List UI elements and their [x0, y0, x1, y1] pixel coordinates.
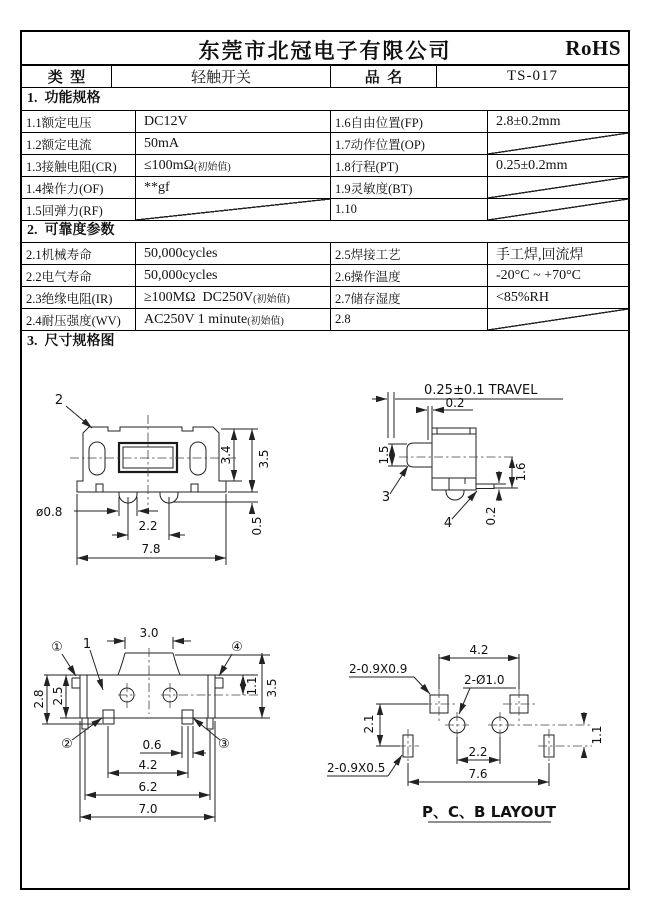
value-text: ≤100mΩ	[144, 157, 194, 173]
circled-3: ③	[218, 737, 230, 752]
pin-pitch-dim: 2.2	[138, 519, 158, 533]
leader-pad-bottom	[388, 755, 402, 776]
leader-part2	[66, 406, 92, 428]
width-70-dim: 7.0	[138, 802, 158, 816]
terminal-width-dim: 0.6	[142, 738, 162, 752]
row-label: 2.3绝缘电阻(IR)	[22, 287, 136, 308]
pad-pitch-dim: 4.2	[469, 643, 489, 657]
row-value: **gf	[136, 177, 331, 198]
row-value	[136, 309, 331, 330]
row-value: -20°C ~ +70°C	[496, 267, 582, 283]
terminal-2	[103, 710, 114, 724]
rohs-mark: RoHS	[565, 36, 621, 60]
row-label: 1.9灵敏度(BT)	[331, 177, 488, 198]
top-view-dimensions	[32, 626, 279, 816]
row-value-na	[136, 199, 331, 220]
pad-span-dim: 7.6	[468, 767, 488, 781]
button-width-dim: 3.0	[139, 626, 159, 640]
functional-spec-table	[22, 110, 628, 221]
front-view-drawing	[30, 385, 330, 570]
section3-heading: 3. 尺寸规格图	[27, 334, 115, 349]
row-value: DC12V	[136, 111, 331, 132]
leader-part3	[390, 466, 408, 494]
row-label: 2.7储存湿度	[331, 287, 488, 308]
value-note: (初始值)	[253, 294, 290, 305]
pin-length-dim: 0.5	[250, 516, 264, 536]
side-view-drawing	[350, 378, 630, 570]
type-name-row	[22, 64, 628, 88]
leader-pad-top	[414, 677, 430, 694]
table-row	[22, 265, 628, 287]
pcb-dimensions	[327, 643, 604, 821]
row-value: 手工焊,回流焊	[496, 247, 584, 263]
terminal-pitch-dim: 4.2	[138, 758, 158, 772]
row-label: 1.2额定电流	[22, 133, 136, 154]
leader-circle2	[72, 718, 102, 740]
table-row	[22, 133, 628, 155]
row-value-na	[488, 133, 628, 154]
pcb-layout-drawing	[325, 635, 633, 830]
body-width-dim: 7.8	[141, 542, 161, 556]
product-name-value: TS-017	[507, 68, 558, 84]
row-value	[136, 287, 331, 308]
leader-hole	[459, 688, 470, 714]
leader-part4	[452, 491, 477, 519]
side-view-geometry	[372, 392, 563, 519]
company-name: 东莞市北冠电子有限公司	[198, 39, 452, 63]
type-label: 类 型	[22, 66, 112, 87]
pad-top-label: 2-0.9X0.9	[349, 662, 408, 676]
height-35-dim: 3.5	[265, 678, 279, 698]
terminal-thickness-dim: 0.2	[484, 506, 498, 526]
row-label: 1.7动作位置(OP)	[331, 133, 488, 154]
travel-dim: 0.25±0.1 TRAVEL	[424, 383, 538, 398]
datasheet-page	[20, 30, 630, 890]
row-value-na	[488, 199, 628, 220]
height-28-dim: 2.8	[32, 689, 46, 709]
reliability-table	[22, 242, 628, 331]
front-view-geometry	[66, 406, 258, 565]
row-value: <85%RH	[496, 289, 550, 305]
table-row	[22, 199, 628, 221]
table-row	[22, 111, 628, 133]
leader-circle1	[62, 654, 76, 676]
front-view-dimensions	[36, 393, 271, 556]
row-label: 1.1额定电压	[22, 111, 136, 132]
row-value: 0.25±0.2mm	[496, 157, 568, 173]
height-25-dim: 2.5	[51, 686, 65, 706]
circled-1: ①	[51, 640, 63, 655]
table-row	[22, 155, 628, 177]
value-text: AC250V 1 minute	[144, 311, 248, 327]
row-label: 2.8	[331, 309, 488, 330]
offset-11-dim: 1.1	[245, 676, 259, 696]
product-name-label: 品 名	[331, 66, 437, 87]
terminal-height-dim: 1.6	[514, 462, 528, 482]
type-value: 轻触开关	[112, 66, 331, 87]
row-label: 1.4操作力(OF)	[22, 177, 136, 198]
row-value	[136, 155, 331, 176]
circled-2: ②	[61, 737, 73, 752]
value-note: (初始值)	[247, 316, 284, 327]
table-row	[22, 243, 628, 265]
row-value-na	[488, 309, 628, 330]
row-value-na	[488, 177, 628, 198]
row-value: 2.8±0.2mm	[496, 113, 561, 129]
pcb-geometry	[327, 654, 592, 822]
offset-11-dim: 1.1	[590, 725, 604, 745]
row-value: 50,000cycles	[136, 265, 331, 286]
row-label: 2.4耐压强度(WV)	[22, 309, 136, 330]
row-value: 50,000cycles	[136, 243, 331, 264]
row-label: 2.2电气寿命	[22, 265, 136, 286]
hole-label: 2-Ø1.0	[464, 673, 505, 687]
section2-heading: 2. 可靠度参数	[27, 223, 115, 238]
pin-diameter-dim: ø0.8	[36, 505, 63, 519]
leader-circle4	[219, 654, 232, 676]
value-text: ≥100MΩ DC250V	[144, 289, 254, 305]
title-row	[22, 32, 628, 64]
pcb-layout-title: P、C、B LAYOUT	[422, 803, 556, 821]
value-note: (初始值)	[193, 162, 231, 173]
width-62-dim: 6.2	[138, 780, 158, 794]
top-view-drawing	[30, 625, 315, 835]
button-height-dim: 1.5	[377, 445, 391, 465]
part-number-3: 3	[381, 490, 391, 505]
circled-4: ④	[231, 640, 243, 655]
leader-part1	[90, 650, 103, 690]
top-view-geometry	[42, 637, 270, 822]
part-number-4: 4	[443, 516, 453, 531]
row-label: 1.3接触电阻(CR)	[22, 155, 136, 176]
hole-pitch-dim: 2.2	[468, 745, 488, 759]
pad-bottom-label: 2-0.9X0.5	[327, 761, 386, 775]
row-value: 50mA	[136, 133, 331, 154]
row-pitch-dim: 2.1	[362, 714, 376, 734]
height-35-dim: 3.5	[257, 449, 271, 469]
row-label: 2.5焊接工艺	[331, 243, 488, 264]
terminal-3	[182, 710, 193, 724]
part-number-1: 1	[82, 637, 92, 652]
row-label: 1.5回弹力(RF)	[22, 199, 136, 220]
height-34-dim: 3.4	[219, 445, 233, 465]
table-row	[22, 177, 628, 199]
row-label: 1.6自由位置(FP)	[331, 111, 488, 132]
row-label: 2.1机械寿命	[22, 243, 136, 264]
part-number-2: 2	[54, 393, 64, 408]
table-row	[22, 287, 628, 309]
table-row	[22, 309, 628, 331]
row-label: 1.8行程(PT)	[331, 155, 488, 176]
section1-heading: 1. 功能规格	[27, 91, 101, 106]
row-label: 2.6操作温度	[331, 265, 488, 286]
row-label: 1.10	[331, 199, 488, 220]
top-gap-dim: 0.2	[445, 396, 465, 410]
